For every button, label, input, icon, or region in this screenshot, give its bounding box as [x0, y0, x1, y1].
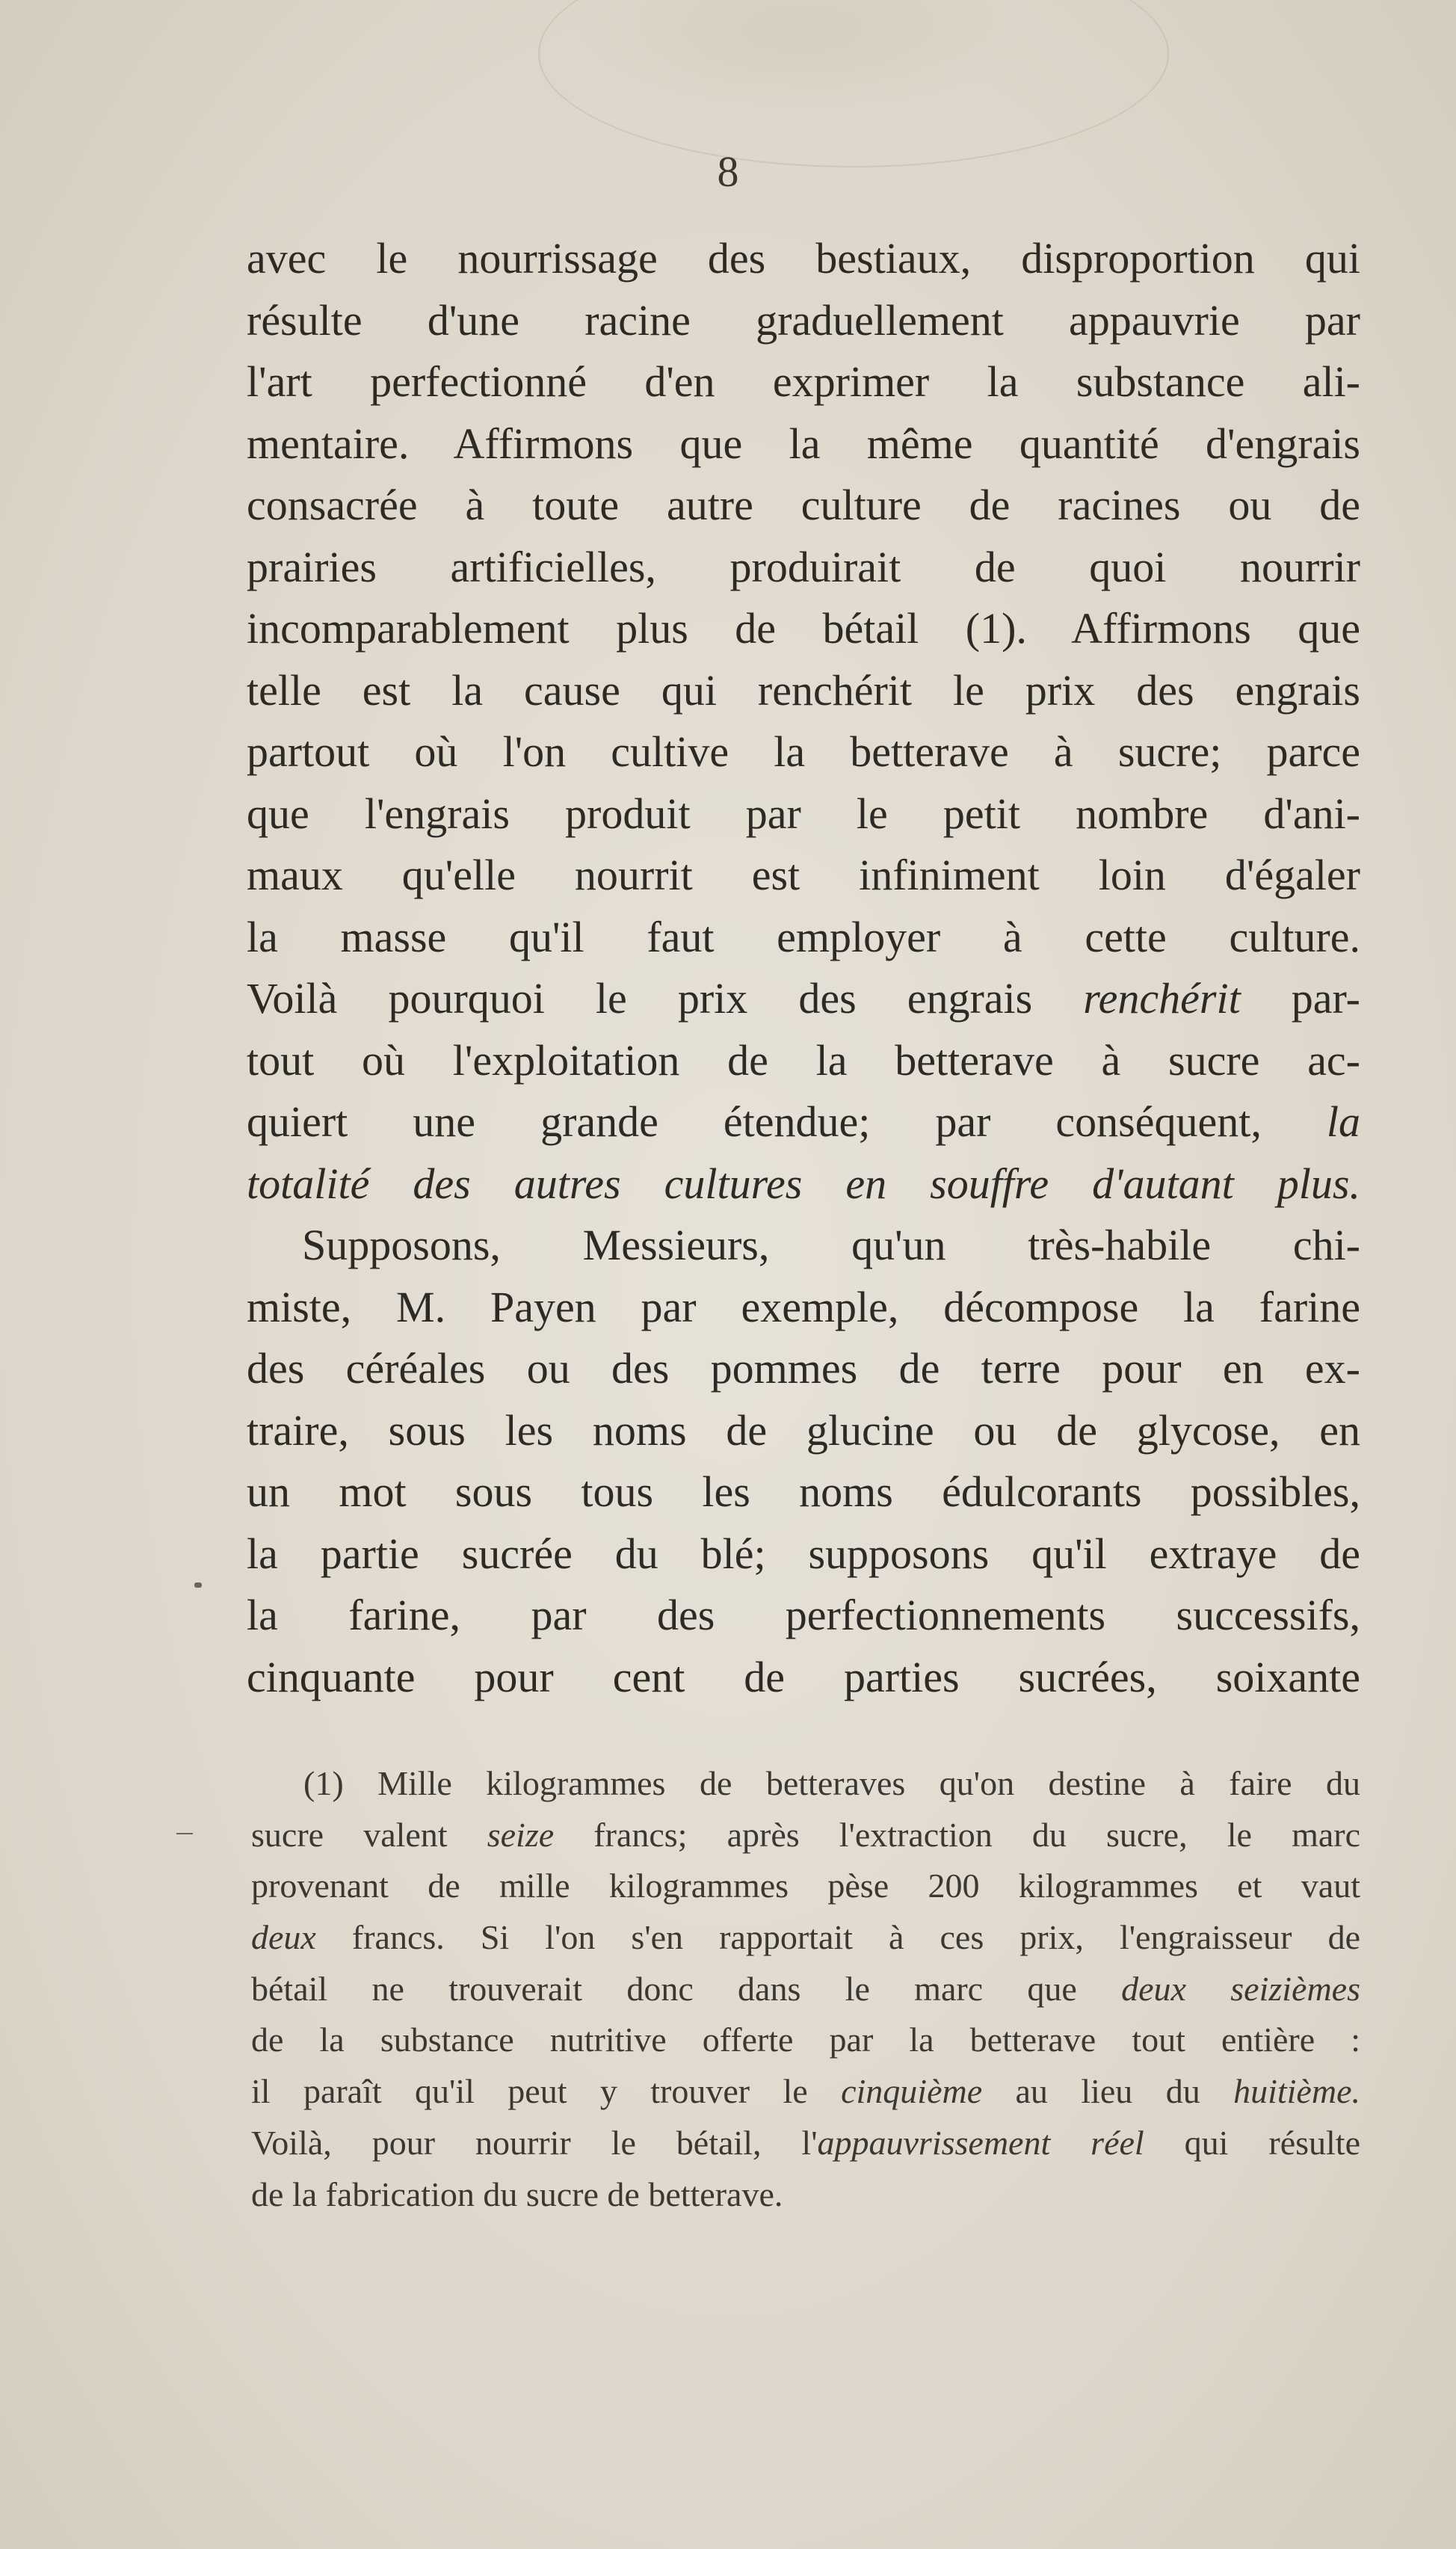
text-span: Voilà, pour nourrir le bétail, l': [251, 2123, 818, 2162]
footnote-line: [251, 1912, 1360, 1964]
italic-text: cinquième: [841, 2072, 983, 2111]
text-line: résulte d'une racine graduellement appauvrie par: [247, 295, 1360, 345]
ink-speck: [194, 1582, 202, 1588]
text-line: incomparablement plus de bétail (1). Affirmons que: [247, 604, 1360, 653]
text-span: Voilà pourquoi le prix des engrais: [247, 974, 1084, 1023]
footnote-line: de la substance nutritive offerte par la betterave tout entière :: [251, 2021, 1360, 2059]
text-line: maux qu'elle nourrit est infiniment loin d'égaler: [247, 851, 1360, 899]
body-text: [247, 228, 1360, 1708]
text-line: consacrée à toute autre culture de racines ou de: [247, 481, 1360, 529]
text-line: [247, 1091, 1360, 1153]
italic-text: huitième.: [1233, 2072, 1360, 2111]
text-span: il paraît qu'il peut y trouver le: [251, 2072, 842, 2111]
text-line: partout où l'on cultive la betterave à sucre; parce: [247, 727, 1360, 776]
text-line: l'art perfectionné d'en exprimer la substance ali-: [247, 357, 1360, 406]
text-line: tout où l'exploitation de la betterave à sucre ac-: [247, 1035, 1360, 1085]
italic-text: deux seizièmes: [1121, 1969, 1360, 2008]
footnote-line: [251, 1964, 1360, 2015]
paragraph-start-line: Supposons, Messieurs, qu'un très-habile chi-: [302, 1221, 1360, 1269]
footnote-line: [251, 1810, 1360, 1861]
text-line: [247, 968, 1360, 1030]
italic-text: deux: [251, 1918, 316, 1957]
footnote-line: (1) Mille kilogrammes de betteraves qu'on destine à faire du: [303, 1764, 1360, 1802]
italic-text: appauvrissement réel: [817, 2123, 1144, 2162]
ink-dash: [176, 1833, 193, 1834]
italic-text: la: [1326, 1097, 1360, 1146]
text-line: des céréales ou des pommes de terre pour en ex-: [247, 1344, 1360, 1393]
text-line: la farine, par des perfectionnements successifs,: [247, 1591, 1360, 1639]
text-span: sucre valent: [251, 1815, 487, 1854]
italic-text: renchérit: [1083, 974, 1241, 1023]
text-line: que l'engrais produit par le petit nombre d'ani-: [247, 789, 1360, 838]
text-line: [247, 1153, 1360, 1215]
text-line: cinquante pour cent de parties sucrées, soixante: [247, 1652, 1360, 1701]
text-line: avec le nourrissage des bestiaux, disproportion qui: [247, 234, 1360, 283]
footnote-line: [251, 2118, 1360, 2169]
text-span: francs; après l'extraction du sucre, le marc: [554, 1815, 1360, 1854]
footnote-line: [251, 2066, 1360, 2118]
text-line: prairies artificielles, produirait de quoi nourrir: [247, 542, 1360, 591]
text-span: francs. Si l'on s'en rapportait à ces prix, l'engraisseur de: [315, 1918, 1360, 1957]
text-span: bétail ne trouverait donc dans le marc que: [251, 1969, 1122, 2008]
text-span: par-: [1240, 974, 1360, 1023]
footnote: [251, 1758, 1360, 2220]
text-span: au lieu du: [982, 2072, 1234, 2111]
paper-stain: [538, 0, 1169, 167]
page-number: 8: [717, 147, 739, 196]
text-span: quiert une grande étendue; par conséquent,: [247, 1097, 1327, 1146]
text-line: un mot sous tous les noms édulcorants possibles,: [247, 1467, 1360, 1516]
text-line: telle est la cause qui renchérit le prix des engrais: [247, 665, 1360, 715]
text-line: traire, sous les noms de glucine ou de glycose, en: [247, 1405, 1360, 1455]
footnote-line: provenant de mille kilogrammes pèse 200 kilogrammes et vaut: [251, 1867, 1360, 1905]
footnote-line: de la fabrication du sucre de betterave.: [251, 2174, 783, 2213]
text-line: la partie sucrée du blé; supposons qu'il extraye de: [247, 1529, 1360, 1578]
text-line: la masse qu'il faut employer à cette culture.: [247, 912, 1360, 961]
text-line: mentaire. Affirmons que la même quantité d'engrais: [247, 419, 1360, 468]
italic-text: seize: [487, 1815, 555, 1854]
text-line: miste, M. Payen par exemple, décompose la farine: [247, 1282, 1360, 1331]
italic-text: totalité des autres cultures en souffre d'autant plus.: [247, 1159, 1360, 1208]
text-span: qui résulte: [1144, 2123, 1360, 2162]
